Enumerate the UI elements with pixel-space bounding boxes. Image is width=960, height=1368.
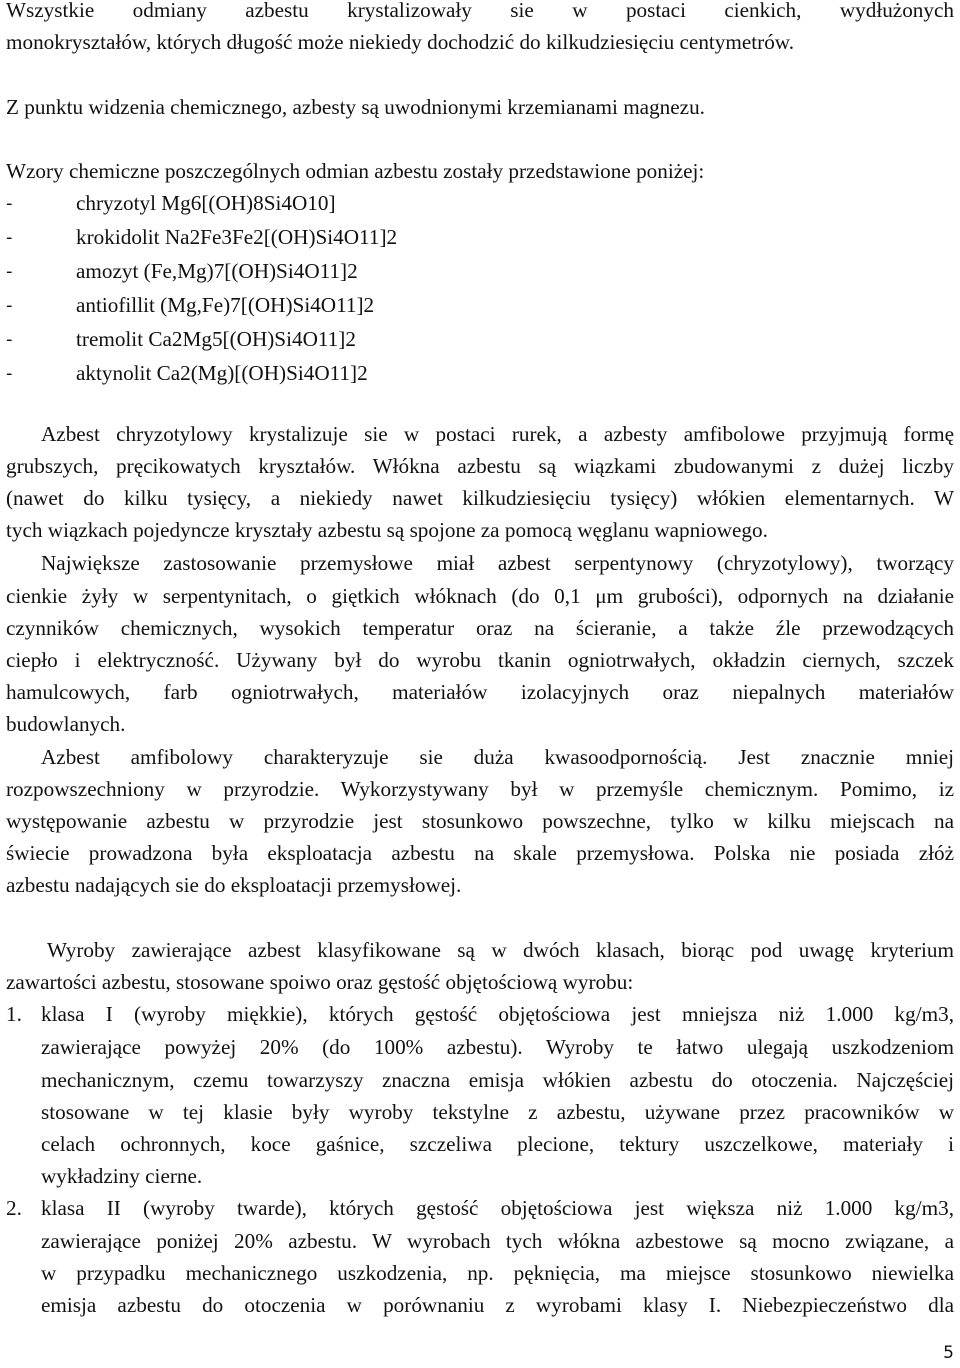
formula-item: tremolit Ca2Mg5[(OH)Si4O11]2	[76, 327, 356, 351]
list-item-line: klasa I (wyroby miękkie), których gęstość objętościowa jest mniejsza niż 1.000 kg/m3,	[41, 1002, 954, 1026]
list-number: 2.	[6, 1196, 22, 1220]
formula-item: chryzotyl Mg6[(OH)8Si4O10]	[76, 191, 336, 215]
paragraph-line: występowanie azbestu w przyrodzie jest stosunkowo powszechne, tylko w kilku miejscach na	[6, 809, 954, 833]
paragraph-line: cienkie żyły w serpentynitach, o giętkich włóknach (do 0,1 μm grubości), odpornych na działanie	[6, 584, 954, 608]
formula-item: antiofillit (Mg,Fe)7[(OH)Si4O11]2	[76, 293, 375, 317]
list-item-line: stosowane w tej klasie były wyroby tekstylne z azbestu, używane przez pracowników w	[41, 1100, 954, 1124]
list-item-line: celach ochronnych, koce gaśnice, szczeliwa plecione, tektury uszczelkowe, materiały i	[41, 1132, 954, 1156]
paragraph-line: rozpowszechniony w przyrodzie. Wykorzystywany był w przemyśle chemicznym. Pomimo, iz	[6, 777, 954, 801]
list-dash: -	[6, 193, 13, 214]
list-number: 1.	[6, 1002, 22, 1026]
list-dash: -	[6, 295, 13, 316]
paragraph-line: świecie prowadzona była eksploatacja azbestu na skale przemysłowa. Polska nie posiada złóż	[6, 841, 954, 865]
paragraph-line: (nawet do kilku tysięcy, a niekiedy nawet kilkudziesięciu tysięcy) włókien elementarnych. W	[6, 486, 954, 510]
formula-item: krokidolit Na2Fe3Fe2[(OH)Si4O11]2	[76, 225, 398, 249]
paragraph-line: tych wiązkach pojedyncze kryształy azbestu są spojone za pomocą węglanu wapniowego.	[6, 518, 768, 542]
paragraph-line: Azbest chryzotylowy krystalizuje sie w postaci rurek, a azbesty amfibolowe przyjmują formę	[41, 422, 954, 446]
paragraph-line: azbestu nadających sie do eksploatacji przemysłowej.	[6, 873, 462, 897]
paragraph-line: czynników chemicznych, wysokich temperatur oraz na ścieranie, a także źle przewodzących	[6, 616, 954, 640]
formula-item: aktynolit Ca2(Mg)[(OH)Si4O11]2	[76, 361, 368, 385]
list-item-line: wykładziny cierne.	[41, 1164, 203, 1188]
paragraph-line: ciepło i elektryczność. Używany był do wyrobu tkanin ogniotrwałych, okładzin ciernych, szczek	[6, 648, 954, 672]
paragraph-line: Wyroby zawierające azbest klasyfikowane są w dwóch klasach, biorąc pod uwagę kryterium	[47, 938, 954, 962]
list-item-line: klasa II (wyroby twarde), których gęstość objętościowa jest większa niż 1.000 kg/m3,	[41, 1196, 954, 1220]
list-item-line: emisja azbestu do otoczenia w porównaniu z wyrobami klasy I. Niebezpieczeństwo dla	[41, 1293, 954, 1317]
paragraph-line: budowlanych.	[6, 712, 126, 736]
list-item-line: zawierające poniżej 20% azbestu. W wyrobach tych włókna azbestowe są mocno związane, a	[41, 1229, 954, 1253]
list-item-line: w przypadku mechanicznego uszkodzenia, np. pęknięcia, ma miejsce stosunkowo niewielka	[41, 1261, 954, 1285]
formula-item: amozyt (Fe,Mg)7[(OH)Si4O11]2	[76, 259, 358, 283]
list-dash: -	[6, 261, 13, 282]
paragraph-line: hamulcowych, farb ogniotrwałych, materiałów izolacyjnych oraz niepalnych materiałów	[6, 680, 954, 704]
list-item-line: zawierające powyżej 20% (do 100% azbestu). Wyroby te łatwo ulegają uszkodzeniom	[41, 1035, 954, 1059]
intro-line-2: monokryształów, których długość może niekiedy dochodzić do kilkudziesięciu centymetrów.	[6, 30, 795, 54]
list-dash: -	[6, 363, 13, 384]
list-dash: -	[6, 329, 13, 350]
chemistry-sentence: Z punktu widzenia chemicznego, azbesty są uwodnionymi krzemianami magnezu.	[6, 95, 705, 119]
paragraph-line: Azbest amfibolowy charakteryzuje sie duża kwasoodpornością. Jest znacznie mniej	[41, 745, 954, 769]
formulas-intro: Wzory chemiczne poszczególnych odmian azbestu zostały przedstawione poniżej:	[6, 159, 705, 183]
list-dash: -	[6, 227, 13, 248]
paragraph-line: Największe zastosowanie przemysłowe miał azbest serpentynowy (chryzotylowy), tworzący	[41, 551, 954, 575]
paragraph-line: zawartości azbestu, stosowane spoiwo oraz gęstość objętościową wyrobu:	[6, 970, 634, 994]
list-item-line: mechanicznym, czemu towarzyszy znaczna emisja włókien azbestu do otoczenia. Najczęściej	[41, 1068, 954, 1092]
paragraph-line: grubszych, pręcikowatych kryształów. Włókna azbestu są wiązkami zbudowanymi z dużej liczby	[6, 454, 954, 478]
intro-line-1: Wszystkie odmiany azbestu krystalizowały sie w postaci cienkich, wydłużonych	[6, 0, 954, 22]
page-number: 5	[943, 1343, 954, 1363]
